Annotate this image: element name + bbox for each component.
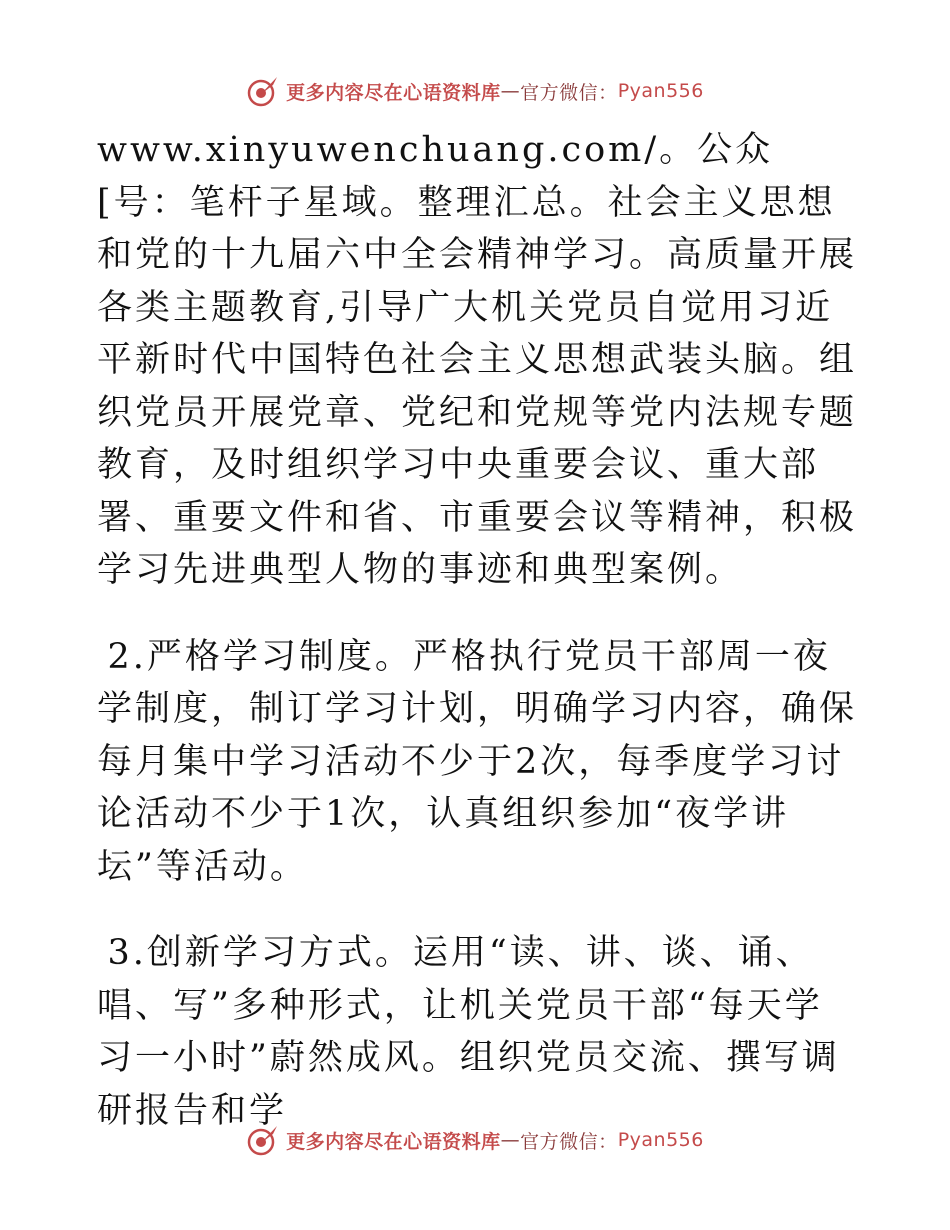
banner-wechat-id: Pyan556: [617, 80, 704, 102]
body-paragraph-3: 3.创新学习方式。运用“读、讲、谈、诵、唱、写”多种形式，让机关党员干部“每天学习一小时”蔚然成风。组织党员交流、撰写调研报告和学: [97, 933, 840, 1131]
body-paragraph-1: www.xinyuwenchuang.com/。公众[号：笔杆子星域。整理汇总。社会主义思想和党的十九届六中全会精神学习。高质量开展各类主题教育,引导广大机关党员自觉用习近平新时代中国特色社会主义思想武装头脑。组织党员开展党章、党纪和党规等党内法规专题教育，及时组织学习中央重要会议、重大部署、重要文件和省、市重要会议等精神，积极学习先进典型人物的事迹和典型案例。: [97, 130, 858, 590]
banner-dash: —: [500, 80, 521, 102]
banner-wechat-id: Pyan556: [617, 1129, 704, 1151]
document-body: [97, 124, 857, 1137]
body-paragraph-2: 2.严格学习制度。严格执行党员干部周一夜学制度，制订学习计划，明确学习内容，确保每月集中学习活动不少于2次，每季度学习讨论活动不少于1次，认真组织参加“夜学讲坛”等活动。: [97, 636, 858, 887]
banner-dash: —: [500, 1129, 521, 1151]
header-banner: [0, 71, 950, 111]
banner-wechat-label: 官方微信：: [520, 1130, 618, 1153]
banner-slogan: 更多内容尽在心语资料库: [286, 1130, 501, 1153]
quill-pen-icon: [246, 74, 280, 108]
banner-slogan: 更多内容尽在心语资料库: [286, 81, 501, 104]
footer-banner: [0, 1120, 950, 1160]
quill-pen-icon: [246, 1123, 280, 1157]
banner-wechat-label: 官方微信：: [520, 81, 618, 104]
